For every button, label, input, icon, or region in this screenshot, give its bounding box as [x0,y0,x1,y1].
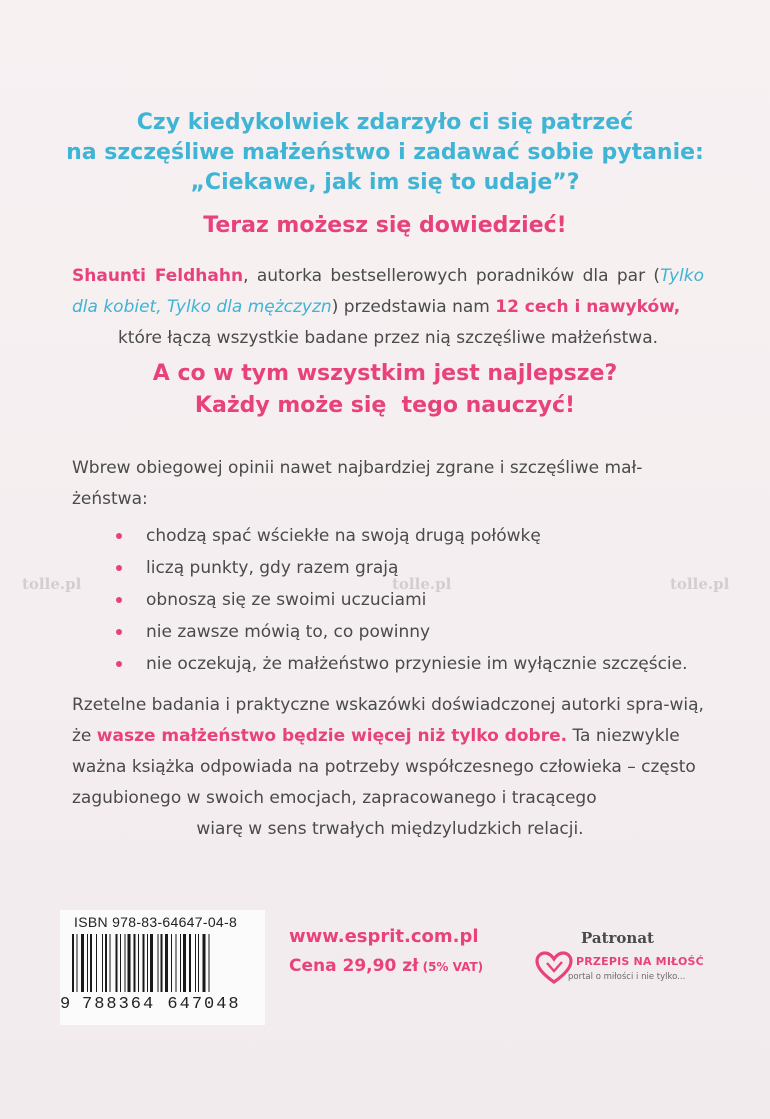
isbn-barcode [60,910,265,1025]
patronat-label: Patronat [581,929,654,947]
watermark-middle: tolle.pl [392,575,452,593]
barcode-bar [150,934,153,992]
rzetelne-paragraph [72,690,708,845]
best-line-2: Każdy może się tego nauczyć! [194,393,576,418]
barcode-bar [209,934,210,992]
teraz-heading: Teraz możesz się dowiedzieć! [203,213,567,238]
bullet-dot-icon [116,629,122,635]
intro-highlight: 12 cech i nawyków, [495,297,681,317]
barcode-bar [72,934,74,992]
logo-title: PRZEPIS NA MIŁOŚĆ [576,955,704,968]
barcode-bar [195,934,196,992]
rzetelne-highlight: wasze małżeństwo będzie więcej niż tylko dobre. [96,726,568,746]
barcode-bar [90,934,92,992]
barcode-bar [203,934,206,992]
list-item: chodzą spać wściekłe na swoją drugą połówkę [116,520,716,552]
barcode-bar [102,934,103,992]
publisher-url[interactable]: www.esprit.com.pl [289,926,479,947]
question-line-2: na szczęśliwe małżeństwo i zadawać sobie pytanie: [66,140,704,165]
price-label: Cena [289,956,343,976]
price [289,956,483,976]
rzetelne-text-3: wiarę w sens trwałych międzyludzkich relacji. [196,819,584,839]
barcode-bar [116,934,118,992]
barcode-bar [128,934,131,992]
wbrew-paragraph: Wbrew obiegowej opinii nawet najbardziej zgrane i szczęśliwe mał-żeństwa: [72,458,643,509]
barcode-bar [134,934,136,992]
intro-text-3: które łączą wszystkie badane przez nią szczęśliwe małżeństwa. [117,328,659,348]
barcode-bar [176,934,177,992]
intro-paragraph [72,261,704,354]
barcode-bar [81,934,84,992]
bullet-dot-icon [116,533,122,539]
list-item: nie oczekują, że małżeństwo przyniesie im wyłącznie szczęście. [116,648,716,680]
barcode-bar [125,934,126,992]
question-line-3: „Ciekawe, jak im się to udaje”? [190,170,580,195]
watermark-left: tolle.pl [22,575,82,593]
barcode-bar [189,934,191,992]
barcode-bar [105,934,107,992]
intro-text-2: ) przedstawia nam [331,297,496,317]
barcode-bar [143,934,145,992]
barcode-icon [72,934,254,996]
barcode-bar [198,934,199,992]
barcode-bar [120,934,121,992]
logo-subtitle: portal o miłości i nie tylko... [568,972,686,982]
barcode-bar [96,934,97,992]
opening-question [60,108,710,198]
isbn-first-digit: 9 [60,995,73,1014]
list-item: obnoszą się ze swoimi uczuciami [116,584,716,616]
best-heading [60,358,710,422]
barcode-bar [158,934,159,992]
bullet-dot-icon [116,661,122,667]
barcode-bar [138,934,139,992]
book-titles: Tylko dla kobiet, Tylko dla mężczyzn [72,266,705,317]
author-name: Shaunti Feldhahn [72,266,244,286]
isbn-label: ISBN 978-83-64647-04-8 [74,914,238,930]
isbn-digit-groups: 788364 647048 [82,995,241,1014]
barcode-bar [77,934,78,992]
intro-text-1: , autorka bestsellerowych poradników dla par ( [243,266,661,286]
barcode-bar [183,934,186,992]
rzetelne-text-2: Ta niezwykle ważna książka odpowiada na potrzeby współczesnego człowieka – często zagubionego w swoich emocjach, zapracowanego i tracącego [72,726,696,808]
marriage-habits-list [116,520,716,680]
bullet-dot-icon [116,597,122,603]
question-line-1: Czy kiedykolwiek zdarzyło ci się patrzeć [136,110,634,135]
barcode-bar [180,934,181,992]
price-amount: 29,90 zł [342,956,419,976]
barcode-bar [147,934,148,992]
barcode-bar [87,934,88,992]
watermark-right: tolle.pl [670,575,730,593]
price-vat: (5% VAT) [418,960,484,974]
barcode-bar [110,934,111,992]
barcode-bar [161,934,163,992]
rzetelne-text-1: Rzetelne badania i praktyczne wskazówki doświadczonej autorki spra-wią, że [72,695,704,746]
list-item: liczą punkty, gdy razem grają [116,552,716,584]
list-item: nie zawsze mówią to, co powinny [116,616,716,648]
barcode-bar [165,934,168,992]
best-line-1: A co w tym wszystkim jest najlepsze? [152,361,618,386]
bullet-dot-icon [116,565,122,571]
barcode-bar [171,934,172,992]
